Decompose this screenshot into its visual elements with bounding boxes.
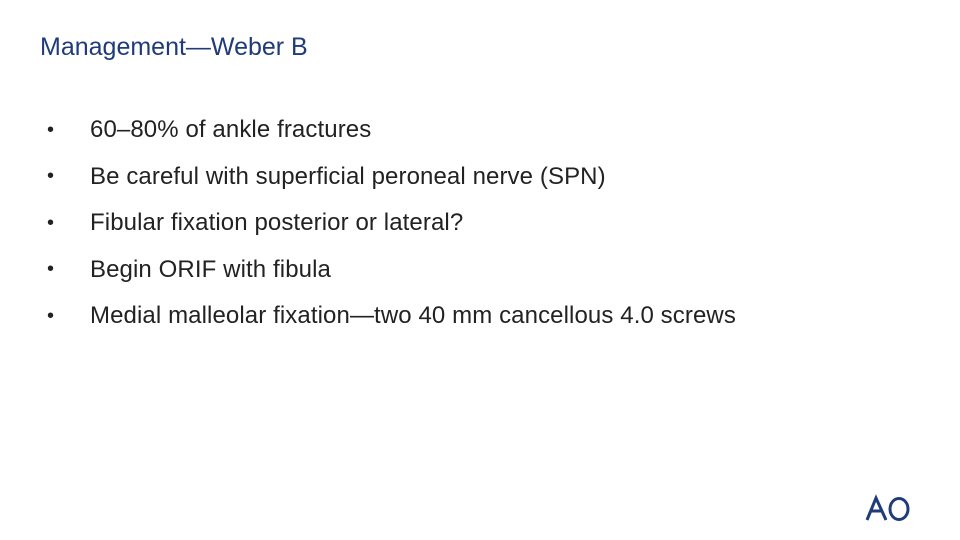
bullet-item (47, 293, 736, 340)
bullet-text: Begin ORIF with fibula (90, 255, 331, 283)
ao-logo (862, 494, 912, 524)
bullet-marker: • (47, 258, 55, 281)
bullet-marker: • (47, 211, 55, 234)
bullet-marker: • (47, 304, 55, 327)
bullet-text: Fibular fixation posterior or lateral? (90, 209, 464, 237)
bullet-item (47, 247, 736, 294)
bullet-text: Be careful with superficial peroneal nerve (SPN) (90, 162, 606, 190)
bullet-marker: • (47, 165, 55, 188)
bullet-list (47, 107, 736, 340)
bullet-text: 60–80% of ankle fractures (90, 116, 372, 144)
ao-logo-a-glyph (867, 498, 886, 520)
slide-title: Management—Weber B (40, 33, 308, 61)
bullet-item (47, 200, 736, 247)
bullet-item (47, 154, 736, 201)
bullet-text: Medial malleolar fixation—two 40 mm cancellous 4.0 screws (90, 302, 736, 330)
bullet-marker: • (47, 118, 55, 141)
bullet-item (47, 107, 736, 154)
ao-logo-o-glyph (890, 499, 908, 520)
